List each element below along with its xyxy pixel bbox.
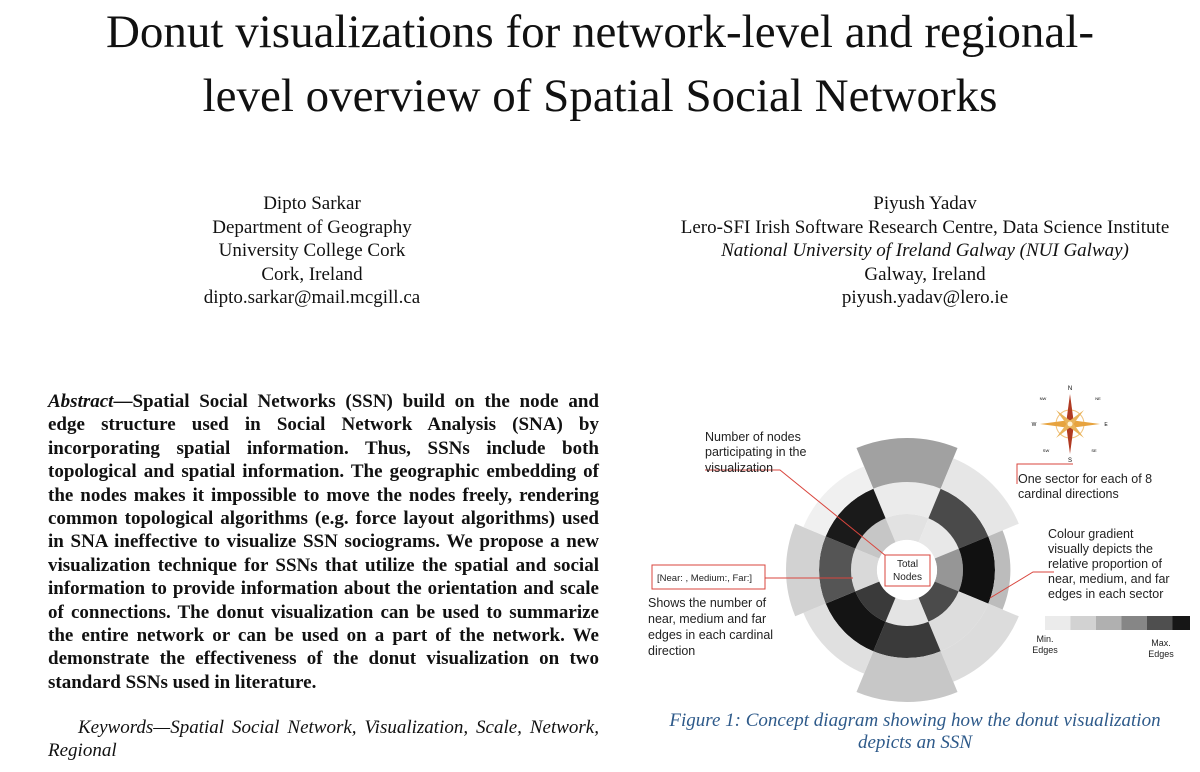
- gradient-label-1: Colour gradient: [1048, 527, 1134, 541]
- abstract-text: —Spatial Social Networks (SSN) build on the node and edge structure used in Social Network Analysis (SNA) by incorporating spatial information. Thus, SSNs include both topological and spatial information. The geographic embedding of the nodes makes it impossible to move the nodes freely, rendering common topological algorithms (e.g. force layout algorithms) used in SNA ineffective to visualize SSN sociograms. We propose a new visualization technique for SSNs that utilize the spatial and social information to provide information about the orientation and scale of connections. The donut visualization can be used to summarize the entire network or can be used on a part of the network. We demonstrate the effectiveness of the donut visualization on two standard SSNs used in literature.: [48, 391, 599, 693]
- compass-n: N: [1067, 386, 1073, 392]
- nodes-label-1: Number of nodes: [705, 430, 801, 444]
- legend-min-label-1: Min.: [1036, 634, 1054, 644]
- author-institution: University College Cork: [218, 240, 406, 261]
- caption-line-1: Figure 1: Concept diagram showing how the donut visualization: [669, 710, 1161, 731]
- nodes-label-3: visualization: [705, 461, 774, 475]
- compass-nw: NW: [1039, 396, 1047, 401]
- abstract-label: Abstract: [48, 391, 114, 412]
- legend-swatch: [1147, 616, 1173, 630]
- compass-s: S: [1067, 458, 1073, 464]
- sector-label-1: One sector for each of 8: [1018, 472, 1153, 486]
- donut-middle-sector: [959, 536, 995, 603]
- caption-line-2: depicts an SSN: [858, 732, 972, 753]
- compass-rose-icon: [1032, 386, 1109, 464]
- edge-gradient-legend: [1045, 616, 1190, 630]
- compass-e: E: [1104, 422, 1108, 428]
- donut-middle-sector: [819, 536, 855, 603]
- author-name: Piyush Yadav: [873, 193, 977, 214]
- shows-label-3: edges in each cardinal: [648, 628, 774, 642]
- legend-swatch: [1071, 616, 1097, 630]
- legend-max-label-1: Max.: [1151, 638, 1171, 648]
- near-medium-far-label: [Near: , Medium:, Far:]: [657, 573, 753, 584]
- title-line-2: level overview of Spatial Social Networks: [202, 70, 998, 122]
- compass-sw: SW: [1042, 448, 1050, 453]
- author-location: Galway, Ireland: [864, 263, 986, 285]
- legend-swatch: [1045, 616, 1071, 630]
- donut-outer-sector: [856, 438, 957, 489]
- author-department: Lero-SFI Irish Software Research Centre, Data Science Institute: [680, 216, 1170, 238]
- keywords: [48, 716, 599, 763]
- legend-swatch: [1096, 616, 1122, 630]
- legend-min-label-2: Edges: [1032, 645, 1058, 655]
- figure-caption: [645, 710, 1185, 754]
- author-email: piyush.yadav@lero.ie: [841, 287, 1009, 308]
- shows-label-4: direction: [648, 644, 696, 658]
- gradient-label-4: near, medium, and far: [1048, 572, 1170, 586]
- shows-label-1: Shows the number of: [648, 596, 767, 610]
- shows-label-2: near, medium and far: [648, 612, 767, 626]
- compass-w: W: [1031, 422, 1037, 428]
- donut-middle-sector: [873, 622, 940, 658]
- paper-title: [0, 0, 1200, 128]
- compass-se: SE: [1091, 448, 1097, 453]
- author-name: Dipto Sarkar: [263, 193, 361, 214]
- gradient-label-5: edges in each sector: [1048, 587, 1164, 601]
- author-block-1: [192, 192, 432, 310]
- author-block-2: [650, 192, 1200, 310]
- donut-middle-sector: [873, 482, 940, 518]
- author-location: Cork, Ireland: [261, 263, 363, 285]
- sector-label-2: cardinal directions: [1018, 487, 1119, 501]
- keywords-label: Keywords—: [78, 717, 171, 738]
- total-nodes-label-1: Total: [896, 559, 919, 570]
- legend-max-label-2: Edges: [1148, 649, 1174, 659]
- compass-ne: NE: [1095, 396, 1101, 401]
- donut-outer-sector: [856, 651, 957, 702]
- author-email: dipto.sarkar@mail.mcgill.ca: [203, 287, 421, 308]
- author-department: Department of Geography: [212, 216, 412, 238]
- legend-swatch: [1122, 616, 1148, 630]
- abstract: [48, 390, 599, 694]
- total-nodes-label-2: Nodes: [893, 572, 922, 583]
- nodes-label-2: participating in the: [705, 445, 807, 459]
- gradient-label-3: relative proportion of: [1048, 557, 1162, 571]
- donut-concept-figure: [640, 378, 1190, 703]
- legend-swatch: [1173, 616, 1191, 630]
- keywords-text: Spatial Social Network, Visualization, Scale, Network, Regional: [48, 717, 599, 762]
- author-institution: National University of Ireland Galway (NUI Galway): [721, 240, 1129, 261]
- gradient-label-2: visually depicts the: [1048, 542, 1153, 556]
- title-line-1: Donut visualizations for network-level and regional-: [105, 6, 1094, 58]
